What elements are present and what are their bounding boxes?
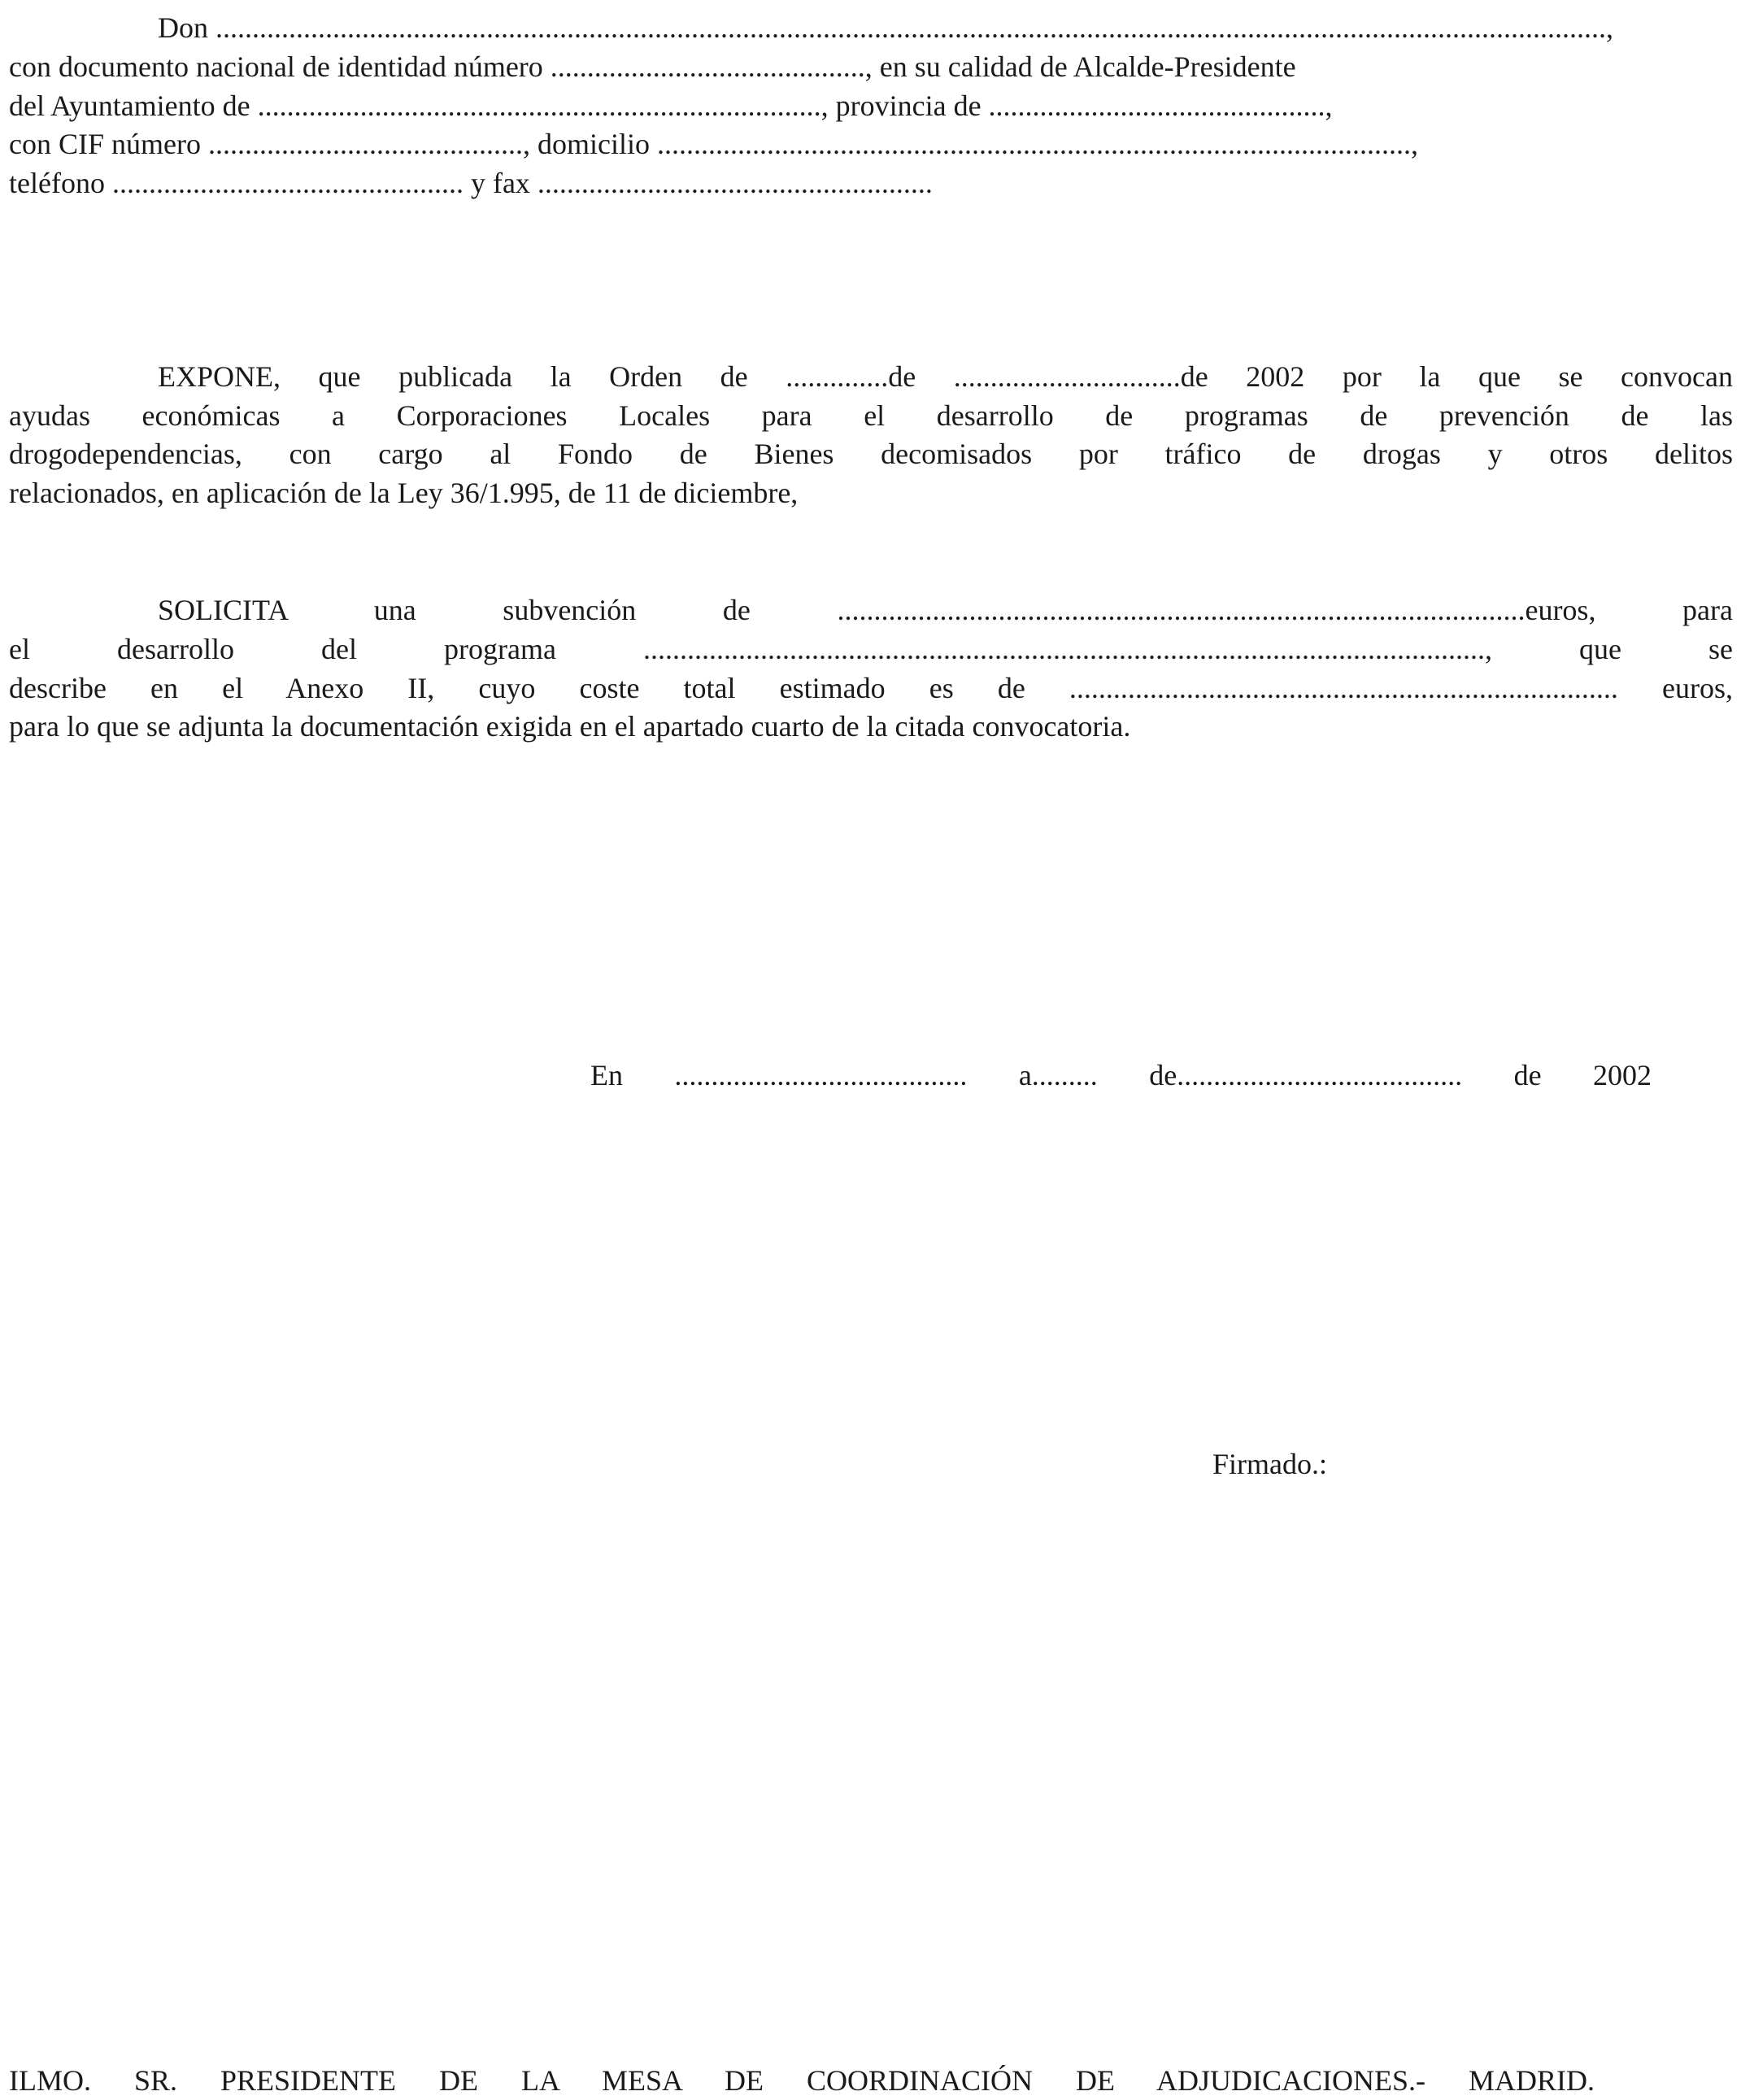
coste-total-line[interactable]: describe en el Anexo II, cuyo coste total estimado es de ........................................................................... euros,	[9, 672, 1733, 704]
expone-line: drogodependencias, con cargo al Fondo de Bienes decomisados por tráfico de drogas y otros delitos	[9, 438, 1733, 470]
cif-line[interactable]: con CIF número ..........................................., domicilio .......................................................................................................,	[9, 128, 1418, 160]
solicita-line: para lo que se adjunta la documentación exigida en el apartado cuarto de la citada convocatoria.	[9, 710, 1131, 743]
signature-label: Firmado.:	[1212, 1448, 1327, 1480]
ayuntamiento-line[interactable]: del Ayuntamiento de ............................................................................., provincia de ..............................................,	[9, 89, 1333, 122]
programa-line[interactable]: el desarrollo del programa ..................................................................................................................., que se	[9, 633, 1733, 665]
expone-line: relacionados, en aplicación de la Ley 36/1.995, de 11 de diciembre,	[9, 477, 799, 509]
addressee: ILMO. SR. PRESIDENTE DE LA MESA DE COORDINACIÓN DE ADJUDICACIONES.- MADRID.	[9, 2064, 1595, 2097]
phone-fax-line[interactable]: teléfono ................................................ y fax ......................................................	[9, 167, 933, 199]
place-date-line[interactable]: En ........................................ a......... de....................................... de 2002	[590, 1059, 1652, 1091]
expone-line: ayudas económicas a Corporaciones Locales para el desarrollo de programas de prevención de las	[9, 399, 1733, 432]
dni-line[interactable]: con documento nacional de identidad número ..........................................., en su calidad de Alcalde-Presidente	[9, 50, 1296, 83]
expone-line[interactable]: EXPONE, que publicada la Orden de ..............de ...............................de 2002 por la que se convocan	[158, 360, 1733, 393]
applicant-name-line[interactable]: Don ..............................................................................................................................................................................................,	[158, 11, 1613, 44]
subvencion-amount-line[interactable]: SOLICITA una subvención de ..............................................................................................euros, para	[158, 594, 1733, 626]
